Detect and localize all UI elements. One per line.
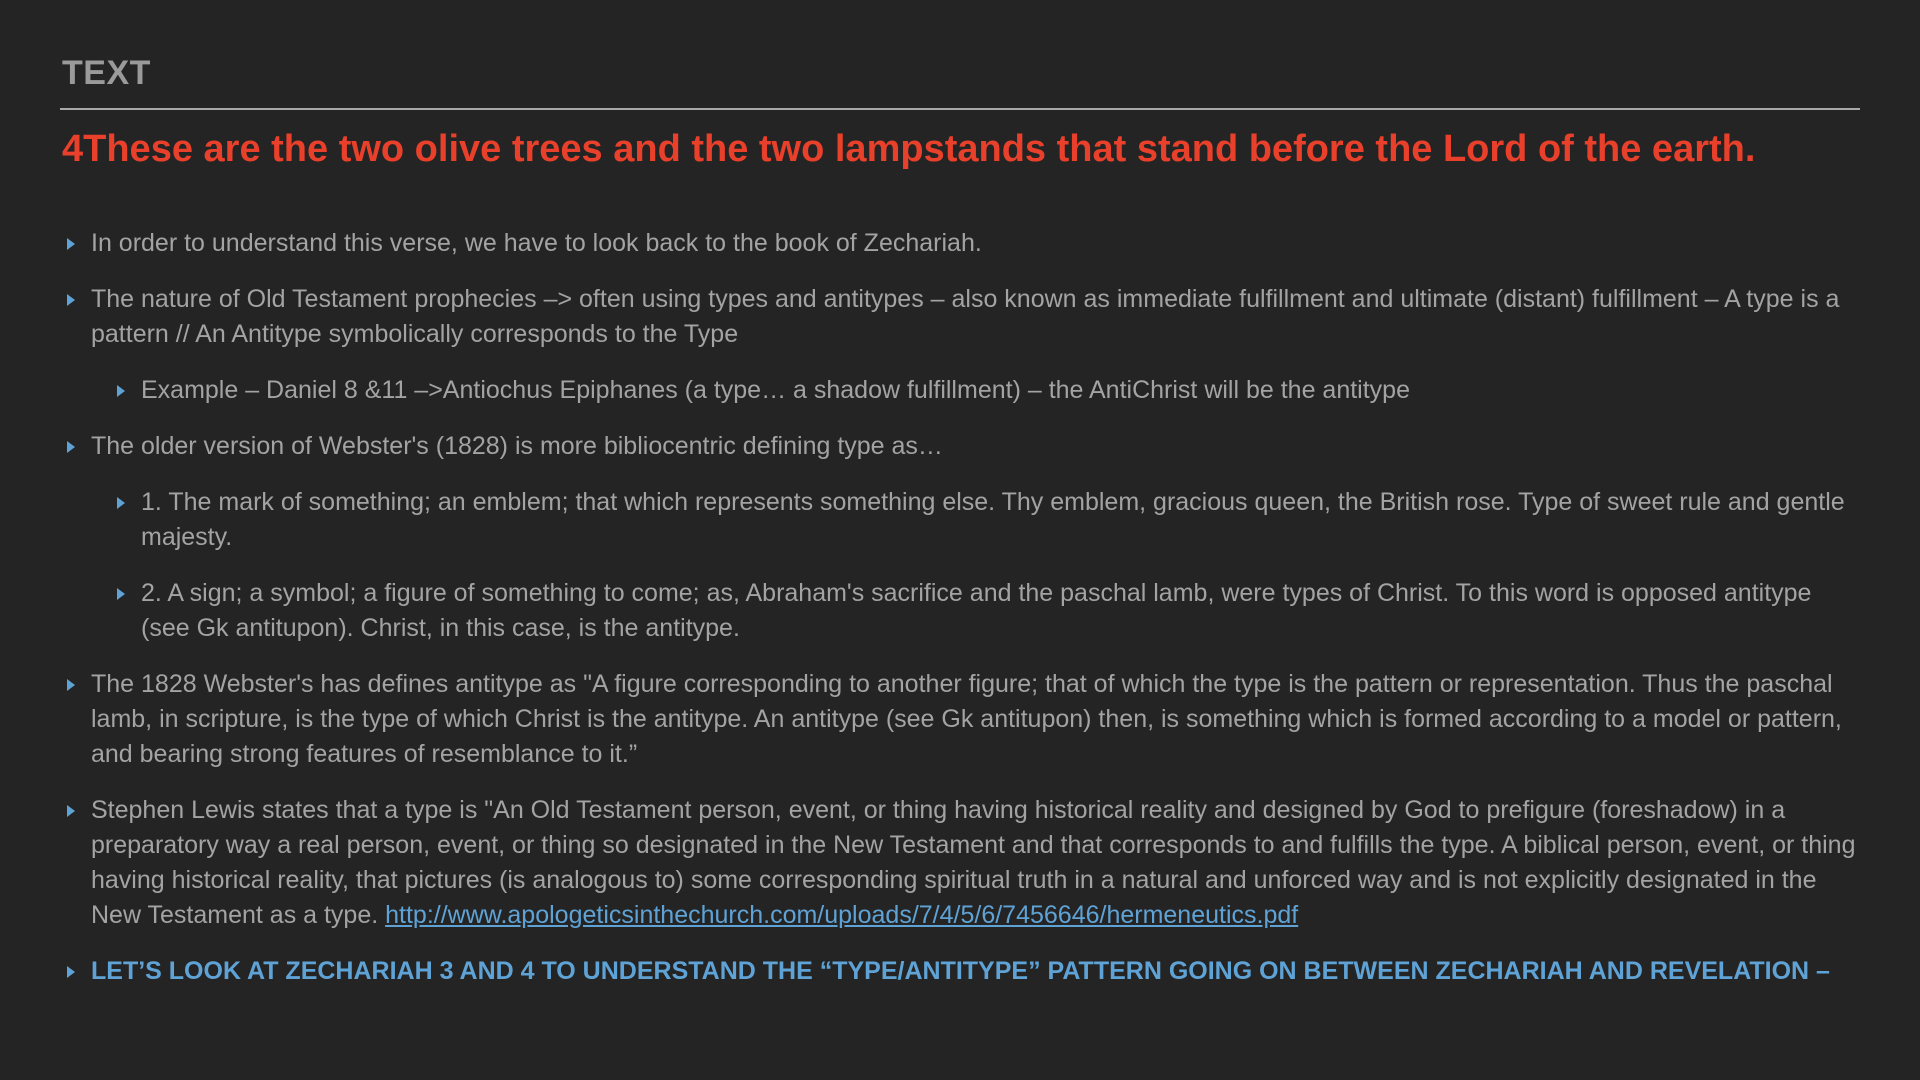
bullet-arrow-icon — [67, 238, 75, 250]
bullet-arrow-icon — [117, 497, 125, 509]
hermeneutics-pdf-link[interactable]: http://www.apologeticsinthechurch.com/uploads/7/4/5/6/7456646/hermeneutics.pdf — [385, 901, 1299, 929]
sub-bullet-item — [114, 485, 1864, 555]
bullet-text: In order to understand this verse, we have to look back to the book of Zechariah. — [91, 229, 982, 257]
bullet-item — [64, 667, 1864, 772]
bullet-text: The older version of Webster's (1828) is more bibliocentric defining type as… — [91, 432, 943, 460]
bullet-arrow-icon — [117, 385, 125, 397]
bullet-text: The 1828 Webster's has defines antitype as "A figure corresponding to another figure; that of which the type is the pattern or representation. Thus the paschal lamb, in scripture, is the type of which Christ is the antitype. An antitype (see Gk antitupon) then, is something which is formed according to a model or pattern, and bearing strong features of resemblance to it.” — [91, 670, 1842, 768]
bullet-text: 2. A sign; a symbol; a figure of something to come; as, Abraham's sacrifice and the paschal lamb, were types of Christ. To this word is opposed antitype (see Gk antitupon). Christ, in this case, is the antitype. — [141, 579, 1812, 642]
bullet-arrow-icon — [67, 966, 75, 978]
bullet-item — [64, 282, 1864, 352]
bullet-list — [64, 226, 1864, 1010]
bullet-arrow-icon — [117, 588, 125, 600]
verse-text: 4These are the two olive trees and the two lampstands that stand before the Lord of the earth. — [62, 128, 1756, 170]
bullet-arrow-icon — [67, 441, 75, 453]
bullet-arrow-icon — [67, 679, 75, 691]
title-divider — [60, 108, 1860, 110]
sub-bullet-item — [114, 373, 1864, 408]
call-to-action-bullet — [64, 954, 1864, 989]
bullet-arrow-icon — [67, 294, 75, 306]
slide-title: TEXT — [62, 54, 151, 92]
bullet-item — [64, 429, 1864, 464]
bullet-text: Example – Daniel 8 &11 –>Antiochus Epiphanes (a type… a shadow fulfillment) – the AntiChrist will be the antitype — [141, 376, 1410, 404]
bullet-item — [64, 793, 1864, 933]
bullet-arrow-icon — [67, 805, 75, 817]
bullet-text: 1. The mark of something; an emblem; that which represents something else. Thy emblem, gracious queen, the British rose. Type of sweet rule and gentle majesty. — [141, 488, 1845, 551]
bullet-text: The nature of Old Testament prophecies –> often using types and antitypes – also known as immediate fulfillment and ultimate (distant) fulfillment – A type is a pattern // An Antitype symbolically corresponds to the Type — [91, 285, 1840, 348]
bullet-text: LET’S LOOK AT ZECHARIAH 3 AND 4 TO UNDERSTAND THE “TYPE/ANTITYPE” PATTERN GOING ON BETWEEN ZECHARIAH AND REVELATION – — [91, 957, 1830, 985]
bullet-item — [64, 226, 1864, 261]
sub-bullet-item — [114, 576, 1864, 646]
bullet-text: Stephen Lewis states that a type is "An Old Testament person, event, or thing having historical reality and designed by God to prefigure (foreshadow) in a preparatory way a real person, event, or thing so designated in the New Testament and that corresponds to and fulfills the type. A biblical person, event, or thing having historical reality, that pictures (is analogous to) some corresponding spiritual truth in a natural and unforced way and is not explicitly designated in the New Testament as a type. — [91, 796, 1856, 929]
